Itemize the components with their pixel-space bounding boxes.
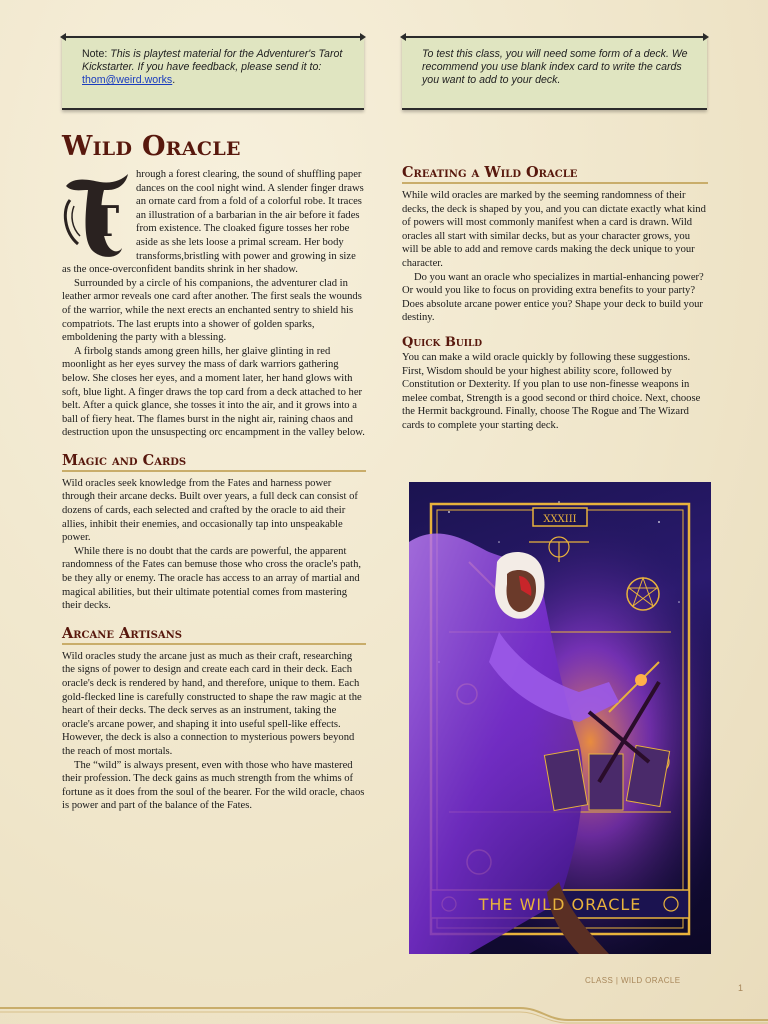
wild-oracle-card-illustration: [409, 482, 711, 954]
right-column: [402, 164, 708, 433]
creating-paragraph-2: Do you want an oracle who specializes in martial-enhancing power? Or would you like to focus on providing extra benefits to your party? Does absolute arcane power entice you? Shape your deck to build your destiny.: [402, 271, 704, 324]
dropcap-letter: T: [88, 197, 120, 246]
footer-label: CLASS | WILD ORACLE: [585, 976, 681, 985]
intro-text-1: hrough a forest clearing, the sound of shuffling paper dances on the cool night wind. A slender finger draws an ornate card from a fold of a colorful robe. It traces an illustration of a barbarian in the air before it fades from existence. The cloaked figure tosses her robe aside as she lets loose a primal scream. Her body transforms,bristling with power and growing in size as the once-overconfident bandits shrink in her shadow.: [62, 169, 364, 276]
magic-paragraph-1: Wild oracles seek knowledge from the Fates and harness power through their arcane decks. Built over years, a full deck can consist of dozens of cards, each selected and crafted by the oracle to aid their allies, inhibit their enemies, and occasionally tap into unspeakable power.: [62, 477, 358, 544]
arcane-artisans-heading: Arcane Artisans: [62, 625, 366, 645]
card-numeral: XXXIII: [543, 514, 577, 525]
intro-paragraph-1: [62, 168, 366, 277]
magic-paragraph-2: While there is no doubt that the cards are powerful, the apparent randomness of the Fates can bemuse those who cross the oracle's path, be they ally or enemy. The oracle has access to an array of martial and magical abilities, but their ultimate potential comes from mastering their decks.: [62, 545, 362, 612]
footer-ornament: [0, 998, 768, 1024]
playtest-note: [62, 36, 364, 110]
note-suffix: .: [172, 74, 176, 86]
deck-note-text: To test this class, you will need some form of a deck. We recommend you use blank index card to write the cards you want to add to your deck.: [422, 48, 688, 86]
artisans-paragraph-2: The “wild” is always present, even with those who have mastered their profession. The deck gains as much strength from the whims of fortune as it does from the soul of the bearer. For the wild oracle, chaos is power and part of the balance of the Fates.: [62, 759, 365, 812]
creating-heading: Creating a Wild Oracle: [402, 164, 708, 184]
intro-paragraph-2: Surrounded by a circle of his companions, the adventurer clad in leather armor reveals one card after another. The first seals the wounds of the warrior, while the next erects an enchanted sentry to shield his compatriots. The last erupts into a shower of golden sparks, emboldening the party with a blessing.: [62, 277, 362, 344]
artisans-paragraph-1: Wild oracles study the arcane just as much as their craft, researching the signs of power to design and create each card in their deck. Each oracle's deck is rendered by hand, and therefore, unique to them. Each gold-flecked line is carefully constructed to shape the raw magic at the heart of their decks. The deck serves as an instrument, taking the oracle's arcane power, and shaping it into useful spell-like effects. However, the deck is also a connection to mysterious powers beyond the reach of most mortals.: [62, 650, 362, 757]
magic-cards-heading: Magic and Cards: [62, 452, 366, 472]
quick-build-paragraph: You can make a wild oracle quickly by following these suggestions. First, Wisdom should be your highest ability score, followed by Constitution or Dexterity. If you plan to use non-finesse weapons in melee combat, Strength is a good second or third choice. Next, choose the Hermit background. Finally, choose The Rogue and The Wizard cards to complete your starting deck.: [402, 351, 701, 431]
card-caption: THE WILD ORACLE: [478, 895, 642, 914]
quick-build-heading: Quick Build: [402, 334, 483, 350]
note-prefix: Note:: [82, 48, 111, 60]
card-art: [409, 482, 711, 954]
note-text: This is playtest material for the Adventurer's Tarot Kickstarter. If you have feedback, please send it to:: [82, 48, 343, 73]
feedback-email-link[interactable]: thom@weird.works: [82, 74, 173, 86]
creating-paragraph-1: While wild oracles are marked by the seeming randomness of their decks, the deck is shaped by you, and you can dictate exactly what kind of powers will most commonly manifest when a card is drawn. Wild oracles all start with similar decks, but as your character grows, you will be able to add and remove cards making the deck unique to your character.: [402, 190, 706, 269]
page-number: 1: [738, 983, 744, 993]
deck-note: [402, 36, 707, 110]
page-title: Wild Oracle: [62, 131, 241, 162]
dropcap-t-icon: [60, 170, 132, 260]
left-column: [62, 132, 366, 813]
intro-paragraph-3: A firbolg stands among green hills, her glaive glinting in red moonlight as her eyes survey the mass of dark warriors gathering below. She closes her eyes, and a moment later, her hand glows with soft, blue light. A finger draws the top card from a deck attached to her belt. After a quick glance, she tosses it into the air, and it grows into a ball of fiery heat. The flames burst in the night air, raining chaos and destruction upon the unsuspecting orc encampment in the valley below.: [62, 345, 365, 439]
